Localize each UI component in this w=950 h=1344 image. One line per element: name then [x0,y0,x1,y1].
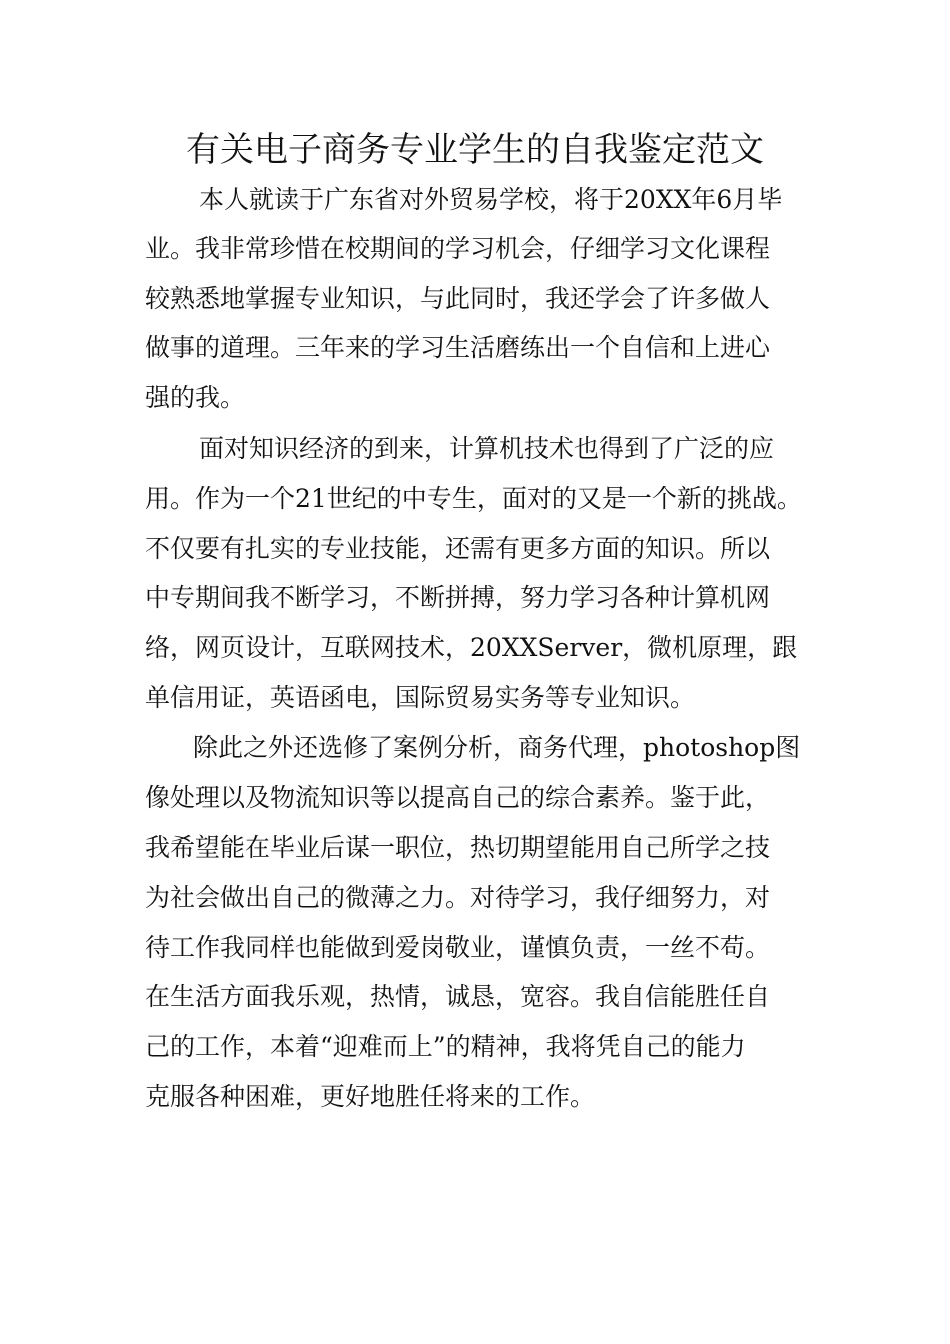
paragraph-3-line-6: 在生活方面我乐观，热情，诚恳，宽容。我自信能胜任自 [145,982,771,1011]
paragraph-1-line-2: 业。我非常珍惜在校期间的学习机会，仔细学习文化课程 [145,234,771,263]
paragraph-3-line-1: 除此之外还选修了案例分析，商务代理，photoshop图 [193,733,801,762]
paragraph-2-line-1: 面对知识经济的到来，计算机技术也得到了广泛的应 [199,434,775,463]
paragraph-1-line-4: 做事的道理。三年来的学习生活磨练出一个自信和上进心 [145,333,771,362]
paragraph-2-line-5: 络，网页设计，互联网技术，20XXServer，微机原理，跟 [145,633,798,662]
document-title: 有关电子商务专业学生的自我鉴定范文 [186,130,764,170]
paragraph-1-line-3: 较熟悉地掌握专业知识，与此同时，我还学会了许多做人 [145,284,771,313]
paragraph-2-line-6: 单信用证，英语函电，国际贸易实务等专业知识。 [145,683,696,712]
paragraph-2-line-3: 不仅要有扎实的专业技能，还需有更多方面的知识。所以 [145,534,771,563]
paragraph-2-line-4: 中专期间我不断学习，不断拼搏，努力学习各种计算机网 [145,583,771,612]
paragraph-3-line-3: 我希望能在毕业后谋一职位，热切期望能用自己所学之技 [145,833,771,862]
paragraph-2-line-2: 用。作为一个21世纪的中专生，面对的又是一个新的挑战。 [145,484,802,513]
paragraph-3-line-5: 待工作我同样也能做到爱岗敬业，谨慎负责，一丝不苟。 [145,933,771,962]
paragraph-3-line-2: 像处理以及物流知识等以提高自己的综合素养。鉴于此， [145,783,771,812]
paragraph-1-line-1: 本人就读于广东省对外贸易学校，将于20XX年6月毕 [199,185,783,214]
paragraph-3-line-8: 克服各种困难，更好地胜任将来的工作。 [145,1082,596,1111]
paragraph-3-line-4: 为社会做出自己的微薄之力。对待学习，我仔细努力，对 [145,883,771,912]
paragraph-3-line-7: 己的工作，本着“迎难而上”的精神，我将凭自己的能力 [145,1032,746,1061]
paragraph-1-line-5: 强的我。 [145,383,246,412]
